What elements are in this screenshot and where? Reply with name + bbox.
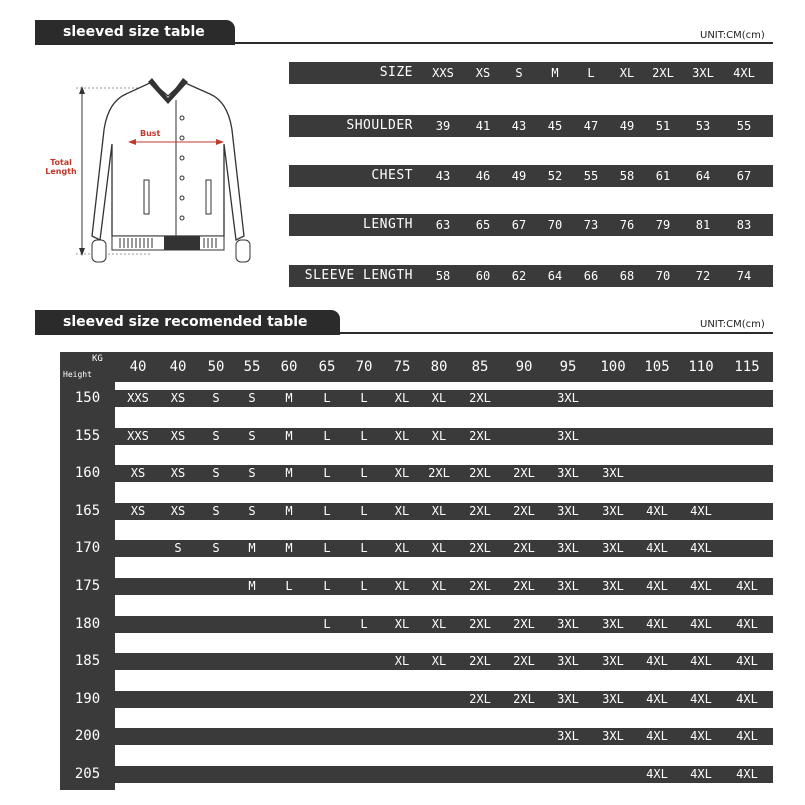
recommended-size-cell: 2XL (469, 541, 491, 556)
recommended-size-cell: XS (170, 391, 186, 405)
recommended-size-cell: XL (431, 579, 447, 593)
size-row-sleeve-length (289, 265, 773, 287)
recommended-size-cell: 4XL (646, 616, 668, 631)
size-cell: XS (475, 66, 491, 80)
recommended-size-cell: L (360, 616, 368, 631)
recommended-row (115, 465, 773, 482)
recommended-size-cell: XS (170, 503, 186, 518)
recommended-size-cell: XS (170, 428, 186, 443)
size-cell: 63 (435, 218, 451, 232)
height-label-cell: 190 (74, 690, 101, 707)
recommended-size-cell: 3XL (557, 503, 579, 518)
recommended-row (115, 691, 773, 708)
recommended-size-cell: XL (394, 579, 410, 593)
recommended-size-cell: 3XL (602, 541, 624, 556)
recommended-row (115, 653, 773, 670)
size-cell: 51 (655, 119, 671, 133)
recommended-size-cell: M (248, 579, 256, 593)
size-cell: 64 (547, 269, 563, 283)
recommended-size-cell: 3XL (557, 391, 579, 405)
recommended-size-cell: 4XL (736, 579, 758, 593)
recommended-size-cell: L (360, 428, 368, 443)
recommended-size-cell: 2XL (513, 466, 535, 481)
recommended-row (115, 503, 773, 520)
recommended-size-cell: S (212, 466, 220, 481)
height-label-cell: 165 (74, 502, 101, 519)
size-cell: XXS (432, 66, 454, 80)
weight-header-cell: 75 (393, 359, 411, 375)
size-table-unit: UNIT:CM(cm) (700, 30, 765, 41)
size-cell: 41 (475, 119, 491, 133)
recommended-size-cell: 3XL (557, 579, 579, 593)
recommended-size-cell: M (285, 466, 293, 481)
recommended-size-cell: 4XL (646, 579, 668, 593)
recommended-row (115, 728, 773, 745)
recommended-size-cell: 3XL (557, 541, 579, 556)
size-cell: 68 (619, 269, 635, 283)
recommended-size-cell: 4XL (646, 767, 668, 781)
total-length-label: Total Length (45, 158, 77, 176)
weight-header-cell: 40 (129, 359, 147, 375)
recommended-size-cell: XS (170, 466, 186, 481)
recommended-size-cell: S (248, 391, 256, 405)
recommended-row (115, 578, 773, 595)
size-cell: 43 (435, 169, 451, 183)
recommended-size-cell: 4XL (736, 767, 758, 781)
recommended-size-cell: 2XL (513, 503, 535, 518)
size-cell: 70 (655, 269, 671, 283)
recommended-size-cell: L (323, 391, 331, 405)
recommended-row (115, 390, 773, 407)
recommended-size-cell: 2XL (469, 616, 491, 631)
recommended-size-cell: XXS (127, 391, 149, 405)
recommended-size-cell: L (323, 466, 331, 481)
recommended-size-cell: 4XL (646, 729, 668, 744)
weight-header-cell: 110 (688, 359, 714, 375)
recommended-size-cell: 3XL (602, 466, 624, 481)
recommended-size-cell: L (360, 466, 368, 481)
size-cell: 53 (695, 119, 711, 133)
size-cell: 72 (695, 269, 711, 283)
size-row-label: SLEEVE LENGTH (304, 268, 413, 283)
recommended-size-cell: 4XL (690, 729, 712, 744)
size-cell: 47 (583, 119, 599, 133)
recommended-size-cell: 2XL (428, 466, 450, 481)
height-label-cell: 155 (74, 427, 101, 444)
size-cell: 67 (736, 169, 752, 183)
recommended-size-cell: 2XL (469, 428, 491, 443)
size-cell: 4XL (733, 66, 755, 80)
weight-header-cell: 50 (207, 359, 225, 375)
size-cell: 55 (583, 169, 599, 183)
size-row-size (289, 62, 773, 84)
weight-header-cell: 55 (243, 359, 261, 375)
size-cell: 45 (547, 119, 563, 133)
recommended-size-cell: 3XL (557, 691, 579, 706)
recommended-size-cell: L (323, 616, 331, 631)
height-label-cell: 205 (74, 766, 101, 782)
recommended-size-cell: 4XL (736, 691, 758, 706)
recommended-size-cell: XL (431, 391, 447, 405)
size-cell: S (515, 66, 523, 80)
recommended-size-cell: L (285, 579, 293, 593)
recommended-size-cell: L (323, 579, 331, 593)
recommended-size-cell: L (360, 391, 368, 405)
size-row-label: SIZE (379, 65, 413, 80)
weight-header-cell: 40 (169, 359, 187, 375)
recommended-size-cell: L (360, 579, 368, 593)
height-label-cell: 170 (74, 540, 101, 557)
recommended-size-cell: XS (130, 503, 146, 518)
recommended-size-cell: 3XL (557, 616, 579, 631)
recommended-size-cell: XL (431, 616, 447, 631)
weight-header-cell: 70 (355, 359, 373, 375)
size-cell: 61 (655, 169, 671, 183)
recommended-size-cell: S (212, 503, 220, 518)
recommended-size-cell: XL (431, 541, 447, 556)
size-cell: 39 (435, 119, 451, 133)
recommended-size-cell: 3XL (557, 428, 579, 443)
recommended-size-cell: M (248, 541, 256, 556)
recommended-table-unit: UNIT:CM(cm) (700, 319, 765, 330)
recommended-size-cell: S (212, 428, 220, 443)
recommended-size-cell: 3XL (557, 729, 579, 744)
recommended-size-cell: XL (394, 428, 410, 443)
recommended-size-cell: 3XL (602, 503, 624, 518)
recommended-row (115, 616, 773, 633)
recommended-size-cell: XL (431, 654, 447, 669)
recommended-size-cell: 3XL (602, 729, 624, 744)
size-row-label: CHEST (371, 168, 413, 183)
recommended-size-cell: 4XL (736, 616, 758, 631)
bust-label: Bust (140, 129, 161, 138)
recommended-size-cell: XL (394, 503, 410, 518)
recommended-size-cell: 2XL (513, 654, 535, 669)
kg-label: KG (92, 354, 103, 364)
size-row-length (289, 214, 773, 236)
size-cell: 2XL (652, 66, 674, 80)
recommended-size-cell: 4XL (646, 691, 668, 706)
size-row-shoulder (289, 115, 773, 137)
recommended-size-cell: 2XL (469, 503, 491, 518)
recommended-size-cell: S (248, 428, 256, 443)
size-cell: 62 (511, 269, 527, 283)
size-cell: 76 (619, 218, 635, 232)
recommended-size-cell: L (323, 428, 331, 443)
size-cell: 79 (655, 218, 671, 232)
recommended-size-cell: S (212, 391, 220, 405)
recommended-size-cell: 4XL (646, 654, 668, 669)
recommended-size-cell: 2XL (469, 579, 491, 593)
size-cell: 65 (475, 218, 491, 232)
recommended-size-cell: 3XL (557, 466, 579, 481)
recommended-size-cell: 3XL (602, 579, 624, 593)
size-cell: 81 (695, 218, 711, 232)
recommended-size-cell: 4XL (736, 729, 758, 744)
recommended-size-cell: 2XL (469, 466, 491, 481)
size-cell: 52 (547, 169, 563, 183)
recommended-size-cell: 4XL (690, 767, 712, 781)
size-cell: 58 (619, 169, 635, 183)
recommended-size-cell: 3XL (602, 691, 624, 706)
recommended-size-cell: 3XL (602, 616, 624, 631)
size-cell: 3XL (692, 66, 714, 80)
size-table-title: sleeved size table (35, 20, 235, 45)
recommended-size-cell: 4XL (690, 654, 712, 669)
recommended-size-cell: 3XL (602, 654, 624, 669)
weight-header-cell: 90 (515, 359, 533, 375)
recommended-size-cell: XL (394, 541, 410, 556)
recommended-row (115, 540, 773, 557)
weight-header-cell: 60 (280, 359, 298, 375)
height-label: Height (63, 370, 92, 379)
recommended-size-cell: 2XL (513, 541, 535, 556)
recommended-size-cell: XXS (127, 428, 149, 443)
size-table-rule (35, 42, 773, 44)
size-cell: 46 (475, 169, 491, 183)
weight-header-cell: 95 (559, 359, 577, 375)
recommended-size-cell: L (323, 541, 331, 556)
weight-header-cell: 115 (734, 359, 760, 375)
size-cell: 73 (583, 218, 599, 232)
recommended-size-cell: 4XL (646, 541, 668, 556)
weight-header-cell: 105 (644, 359, 670, 375)
size-cell: 49 (511, 169, 527, 183)
recommended-size-cell: M (285, 428, 293, 443)
size-cell: M (551, 66, 559, 80)
size-cell: 49 (619, 119, 635, 133)
recommended-size-cell: XL (394, 654, 410, 669)
recommended-size-cell: XL (394, 391, 410, 405)
weight-header-cell: 100 (600, 359, 626, 375)
weight-header-row (60, 352, 773, 382)
recommended-size-cell: 2XL (513, 691, 535, 706)
size-cell: 55 (736, 119, 752, 133)
height-label-cell: 175 (74, 578, 101, 594)
recommended-size-cell: M (285, 391, 293, 405)
jacket-illustration (40, 68, 280, 278)
height-label-cell: 160 (74, 465, 101, 482)
height-label-cell: 180 (74, 615, 101, 632)
weight-header-cell: 65 (318, 359, 336, 375)
recommended-size-cell: 2XL (469, 654, 491, 669)
size-cell: L (587, 66, 595, 80)
weight-header-cell: 80 (430, 359, 448, 375)
size-cell: 74 (736, 269, 752, 283)
recommended-size-cell: XL (394, 466, 410, 481)
recommended-size-cell: XS (130, 466, 146, 481)
recommended-size-cell: L (323, 503, 331, 518)
recommended-size-cell: 4XL (690, 579, 712, 593)
height-label-cell: 150 (74, 390, 101, 406)
recommended-size-cell: L (360, 503, 368, 518)
recommended-size-cell: S (248, 503, 256, 518)
size-cell: 67 (511, 218, 527, 232)
size-cell: 66 (583, 269, 599, 283)
recommended-size-cell: 2XL (469, 391, 491, 405)
recommended-size-cell: 4XL (736, 654, 758, 669)
size-row-label: SHOULDER (346, 118, 413, 133)
weight-header-cell: 85 (471, 359, 489, 375)
size-cell: 70 (547, 218, 563, 232)
height-label-cell: 185 (74, 653, 101, 670)
recommended-size-cell: M (285, 503, 293, 518)
recommended-size-cell: S (212, 541, 220, 556)
size-cell: 64 (695, 169, 711, 183)
recommended-size-cell: XL (394, 616, 410, 631)
size-cell: XL (619, 66, 635, 80)
recommended-size-cell: 4XL (690, 616, 712, 631)
recommended-size-cell: 2XL (513, 579, 535, 593)
recommended-size-cell: L (360, 541, 368, 556)
recommended-size-cell: M (285, 541, 293, 556)
recommended-size-cell: 4XL (646, 503, 668, 518)
recommended-size-cell: 4XL (690, 503, 712, 518)
size-cell: 83 (736, 218, 752, 232)
recommended-table-rule (35, 332, 773, 334)
recommended-size-cell: XL (431, 503, 447, 518)
size-row-label: LENGTH (363, 217, 413, 232)
recommended-size-cell: S (248, 466, 256, 481)
recommended-size-cell: XL (431, 428, 447, 443)
recommended-table-title: sleeved size recomended table (35, 310, 340, 335)
recommended-row (115, 766, 773, 783)
size-row-chest (289, 165, 773, 187)
size-cell: 43 (511, 119, 527, 133)
recommended-size-cell: S (174, 541, 182, 556)
size-cell: 60 (475, 269, 491, 283)
height-label-cell: 200 (74, 728, 101, 745)
recommended-size-cell: 4XL (690, 541, 712, 556)
recommended-size-cell: 2XL (469, 691, 491, 706)
recommended-row (115, 428, 773, 445)
recommended-size-cell: 3XL (557, 654, 579, 669)
size-cell: 58 (435, 269, 451, 283)
recommended-size-cell: 2XL (513, 616, 535, 631)
recommended-size-cell: 4XL (690, 691, 712, 706)
